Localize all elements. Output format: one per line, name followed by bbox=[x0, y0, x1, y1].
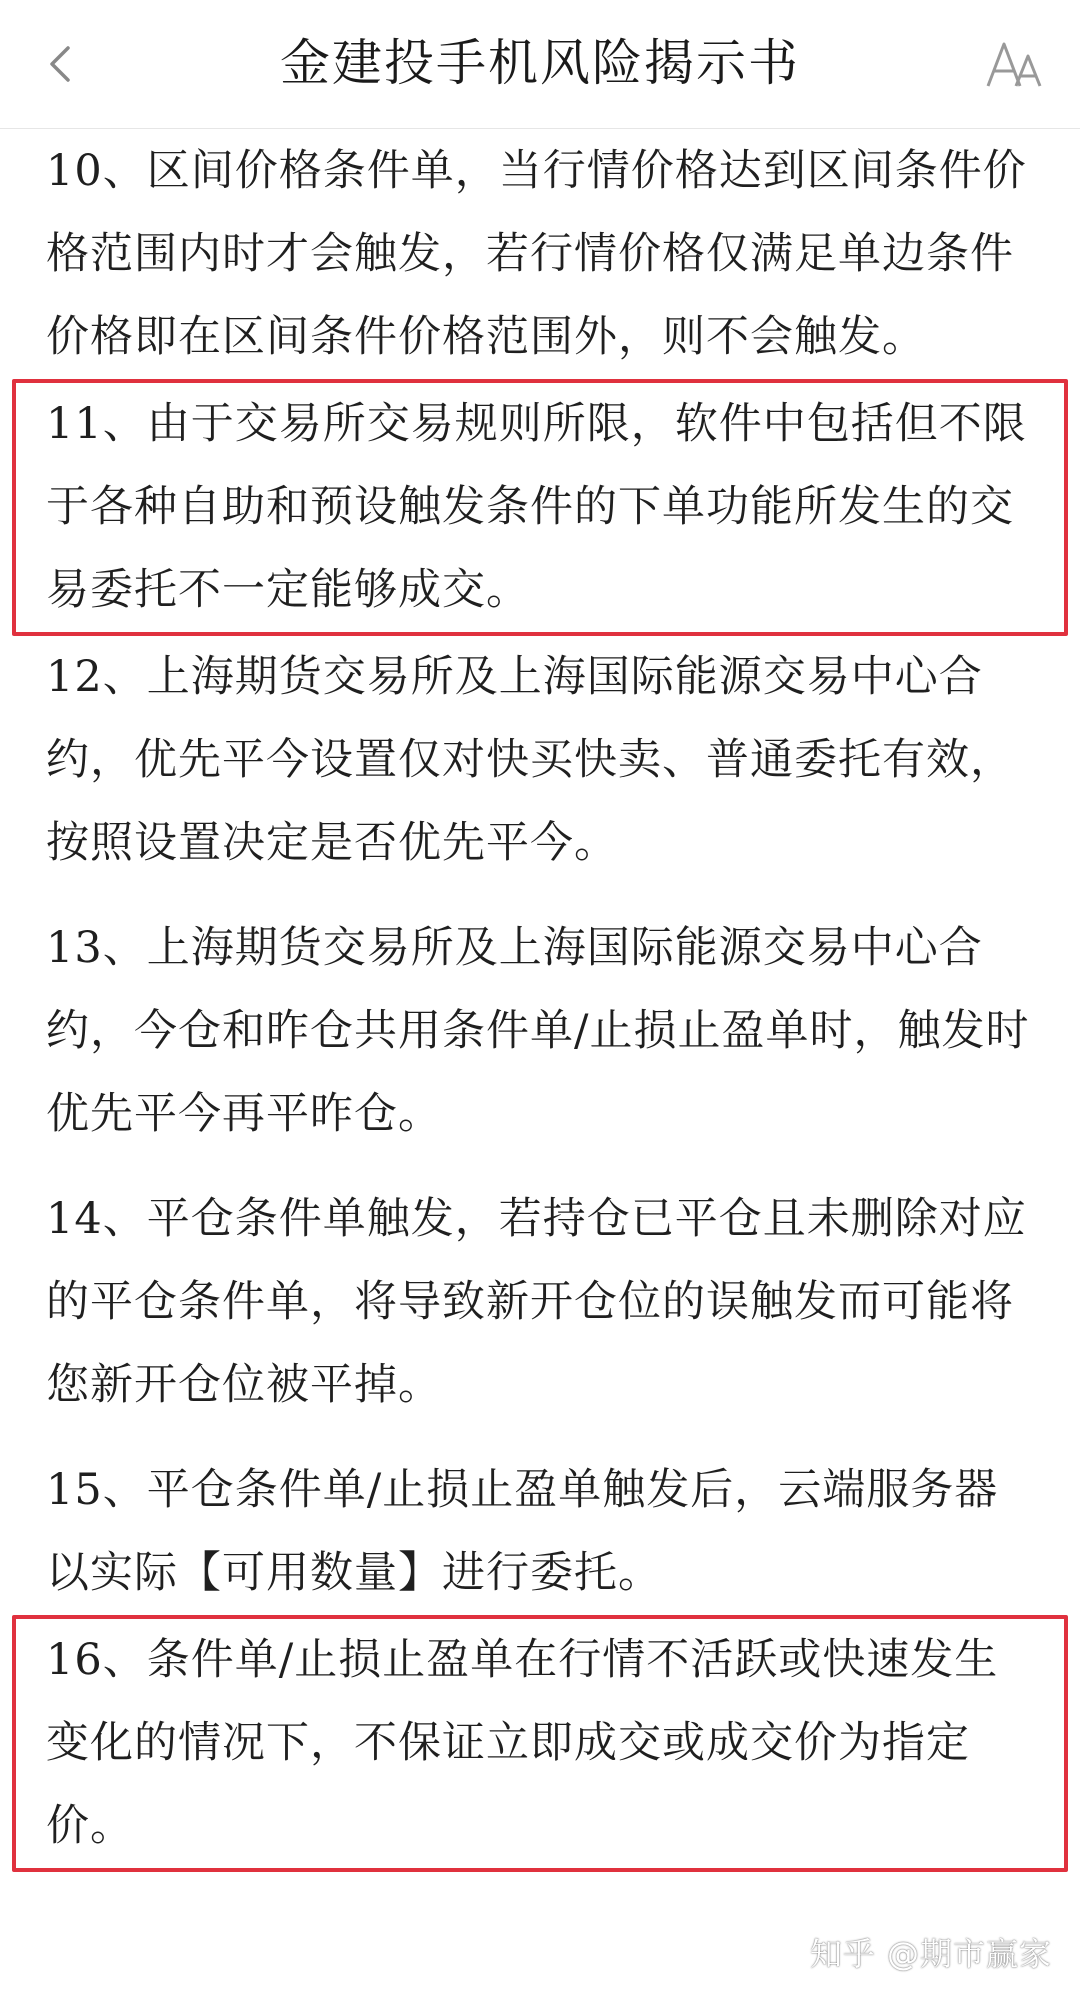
clause-13: 13、上海期货交易所及上海国际能源交易中心合约，今仓和昨仓共用条件单/止损止盈单时，触发时优先平今再平昨仓。 bbox=[46, 923, 1030, 1139]
clause-14: 14、平仓条件单触发，若持仓已平仓且未删除对应的平仓条件单，将导致新开仓位的误触发而可能将您新开仓位被平掉。 bbox=[46, 1194, 1027, 1410]
clause-11-highlighted: 11、由于交易所交易规则所限，软件中包括但不限于各种自助和预设触发条件的下单功能所发生的交易委托不一定能够成交。 bbox=[12, 379, 1068, 636]
clause-16-highlighted: 16、条件单/止损止盈单在行情不活跃或快速发生变化的情况下，不保证立即成交或成交价为指定价。 bbox=[12, 1615, 1068, 1872]
font-size-icon[interactable] bbox=[986, 40, 1044, 90]
chevron-left-icon[interactable] bbox=[40, 42, 80, 86]
clause-12: 12、上海期货交易所及上海国际能源交易中心合约，优先平今设置仅对快买快卖、普通委托有效，按照设置决定是否优先平今。 bbox=[46, 652, 1014, 868]
risk-disclosure-content bbox=[0, 130, 1080, 1872]
clause-15: 15、平仓条件单/止损止盈单触发后，云端服务器以实际【可用数量】进行委托。 bbox=[46, 1465, 999, 1598]
top-nav-bar bbox=[0, 0, 1080, 129]
clause-10: 10、区间价格条件单，当行情价格达到区间条件价格范围内时才会触发，若行情价格仅满足单边条件价格即在区间条件价格范围外，则不会触发。 bbox=[46, 146, 1027, 362]
page-title: 金建投手机风险揭示书 bbox=[280, 34, 800, 92]
watermark: 知乎 @期市赢家 bbox=[809, 1935, 1052, 1973]
